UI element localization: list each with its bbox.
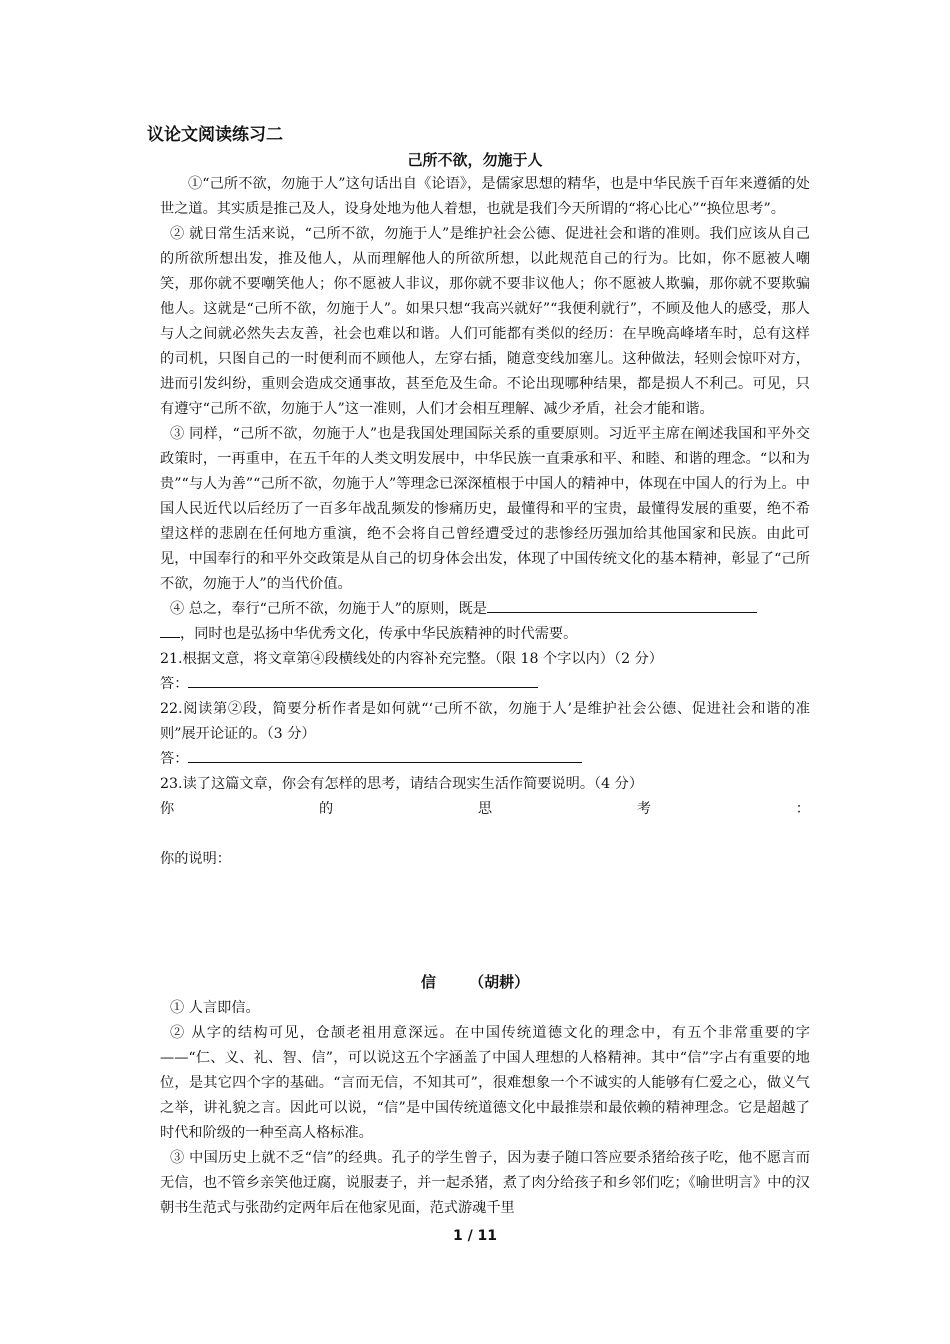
- answer-21: [160, 672, 810, 697]
- article-2-author: （胡耕）: [469, 973, 530, 991]
- think-char: 考: [636, 801, 652, 817]
- question-23: 23.读了这篇文章，你会有怎样的思考，请结合现实生活作简要说明。（4 分）: [160, 776, 644, 792]
- page-number: 1 / 11: [452, 1228, 498, 1244]
- article-2-paragraph-3: ③ 中国历史上就不乏“信”的经典。孔子的学生曾子，因为妻子随口答应要杀猪给孩子吃，他不愿言而无信，也不管乡亲笑他迂腐，说服妻子，并一起杀猪，煮了肉分给孩子和乡邻们吃；《喻世明言》中的汉朝书生范式与张劭约定两年后在他家见面，范式游魂千里: [160, 1150, 810, 1216]
- answer-label: 答：: [160, 751, 189, 767]
- think-char: 思: [477, 801, 493, 817]
- fill-blank-line: [487, 598, 757, 613]
- think-char: 你: [160, 801, 175, 817]
- think-char: ：: [795, 801, 810, 817]
- think-prompt: [160, 797, 810, 822]
- paragraph-4: [160, 597, 810, 647]
- article-2-body: [160, 996, 810, 1221]
- answer-21-line: [188, 673, 538, 688]
- explain-prompt: 你的说明：: [160, 851, 231, 867]
- document-body: [160, 172, 810, 872]
- article-2-paragraph-1: ① 人言即信。: [170, 1000, 260, 1016]
- paragraph-4-start: ④ 总之，奉行“己所不欲，勿施于人”的原则，既是: [170, 601, 487, 617]
- answer-22-line: [188, 748, 582, 763]
- answer-22: [160, 747, 810, 772]
- article-2-title-text: 信: [420, 973, 436, 991]
- paragraph-2: ② 就日常生活来说，“己所不欲，勿施于人”是维护社会公德、促进社会和谐的准则。我们应该从自己的所欲所想出发，推及他人，从而理解他人的所欲所想，以此规范自己的行为。比如，你不愿被人嘲笑，那你就不要嘲笑他人；你不愿被人非议，那你就不要非议他人；你不愿被人欺骗，那你就不要欺骗他人。这就是“己所不欲，勿施于人”。如果只想“我高兴就好”“我便利就行”，不顾及他人的感受，那人与人之间就必然失去友善，社会也难以和谐。人们可能都有类似的经历：在早晚高峰堵车时，总有这样的司机，只图自己的一时便利而不顾他人，左穿右插，随意变线加塞儿。这种做法，轻则会惊吓对方，进而引发纠纷，重则会造成交通事故，甚至危及生命。不论出现哪种结果，都是损人不利己。可见，只有遵守“己所不欲，勿施于人”这一准则，人们才会相互理解、减少矛盾，社会才能和谐。: [160, 226, 810, 417]
- article-2-title: [160, 972, 790, 992]
- question-22: 22.阅读第②段，简要分析作者是如何就“‘己所不欲，勿施于人’是维护社会公德、促进社会和谐的准则”展开论证的。（3 分）: [160, 701, 810, 742]
- paragraph-1: ①“己所不欲，勿施于人”这句话出自《论语》，是儒家思想的精华，也是中华民族千百年来遵循的处世之道。其实质是推己及人，设身处地为他人着想，也就是我们今天所谓的“将心比心”“换位思考”。: [160, 176, 810, 217]
- paragraph-3: ③ 同样，“己所不欲，勿施于人”也是我国处理国际关系的重要原则。习近平主席在阐述我国和平外交政策时，一再重申，在五千年的人类文明发展中，中华民族一直秉承和平、和睦、和谐的理念。“以和为贵”“与人为善”“己所不欲，勿施于人”等理念已深深植根于中国人的精神中，体现在中国人的行为上。中国人民近代以后经历了一百多年战乱频发的惨痛历史，最懂得和平的宝贵，最懂得发展的重要，绝不希望这样的悲剧在任何地方重演，绝不会将自己曾经遭受过的悲惨经历强加给其他国家和民族。由此可见，中国奉行的和平外交政策是从自己的切身体会出发，体现了中国传统文化的基本精神，彰显了“己所不欲，勿施于人”的当代价值。: [160, 426, 810, 592]
- fill-blank-line-cont: [160, 623, 180, 638]
- spacer: [160, 822, 810, 847]
- question-21: 21.根据文意，将文章第④段横线处的内容补充完整。（限 18 个字以内）（2 分）: [160, 651, 663, 667]
- paragraph-4-end: ，同时也是弘扬中华优秀文化，传承中华民族精神的时代需要。: [180, 626, 578, 642]
- article-title: 己所不欲，勿施于人: [407, 151, 543, 169]
- think-char: 的: [318, 801, 334, 817]
- document-header: 议论文阅读练习二: [147, 125, 283, 145]
- answer-label: 答：: [160, 676, 189, 692]
- article-2-paragraph-2: ② 从字的结构可见，仓颉老祖用意深远。在中国传统道德文化的理念中，有五个非常重要的字——“仁、义、礼、智、信”，可以说这五个字涵盖了中国人理想的人格精神。其中“信”字占有重要的地位，是其它四个字的基础。“言而无信，不知其可”，很难想象一个不诚实的人能够有仁爱之心，做义气之举，讲礼貌之言。因此可以说，“信”是中国传统道德文化中最推崇和最依赖的精神理念。它是超越了时代和阶级的一种至高人格标准。: [160, 1025, 810, 1141]
